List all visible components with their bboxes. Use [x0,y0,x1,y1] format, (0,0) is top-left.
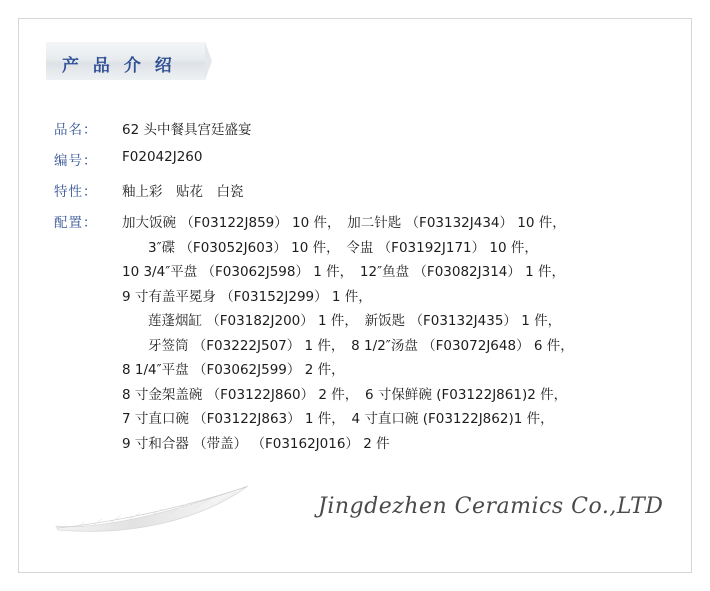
info-value-name: 62 头中餐具宫廷盛宴 [122,122,252,138]
company-signature: Jingdezhen Ceramics Co.,LTD [318,494,664,519]
configuration-list [122,211,574,456]
config-line: 9 寸有盖平冕身 （F03152J299） 1 件， [122,288,372,305]
info-value-features: 釉上彩 贴花 白瓷 [122,184,244,200]
section-title-banner [46,42,206,80]
info-label-configuration: 配置： [54,215,98,231]
config-line: 加大饭碗 （F03122J859） 10 件， 加二针匙 （F03132J434） 10 件， [122,215,566,231]
info-label-features: 特性： [54,184,98,200]
config-line: 3″碟 （F03052J603） 10 件， 令盅 （F03192J171） 10 件， [148,239,538,256]
info-row-configuration [54,211,654,456]
info-row-name [54,118,654,138]
config-line: 8 1/4″平盘 （F03062J599） 2 件， [122,362,345,378]
info-label-name: 品名： [54,122,98,138]
info-row-code [54,149,654,169]
info-value-code: F02042J260 [122,149,203,165]
config-line: 8 寸金架盖碗 （F03122J860） 2 件， 6 寸保鲜碗 (F03122J861)2 件， [122,386,568,403]
info-label-code: 编号： [54,153,98,169]
product-info-block [54,118,654,456]
config-line: 7 寸直口碗 （F03122J863） 1 件， 4 寸直口碗 (F03122J862)1 件， [122,411,554,427]
config-line: 莲蓬烟缸 （F03182J200） 1 件， 新饭匙 （F03132J435） 1 件， [148,313,562,329]
info-row-features [54,180,654,200]
config-line: 10 3/4″平盘 （F03062J598） 1 件， 12″鱼盘 （F03082J314） 1 件， [122,264,566,280]
config-line: 牙签筒 （F03222J507） 1 件， 8 1/2″汤盘 （F03072J648） 6 件， [148,337,574,354]
config-line: 9 寸和合器 （带盖） （F03162J016） 2 件 [122,435,390,452]
page-title: 产 品 介 绍 [62,56,176,76]
